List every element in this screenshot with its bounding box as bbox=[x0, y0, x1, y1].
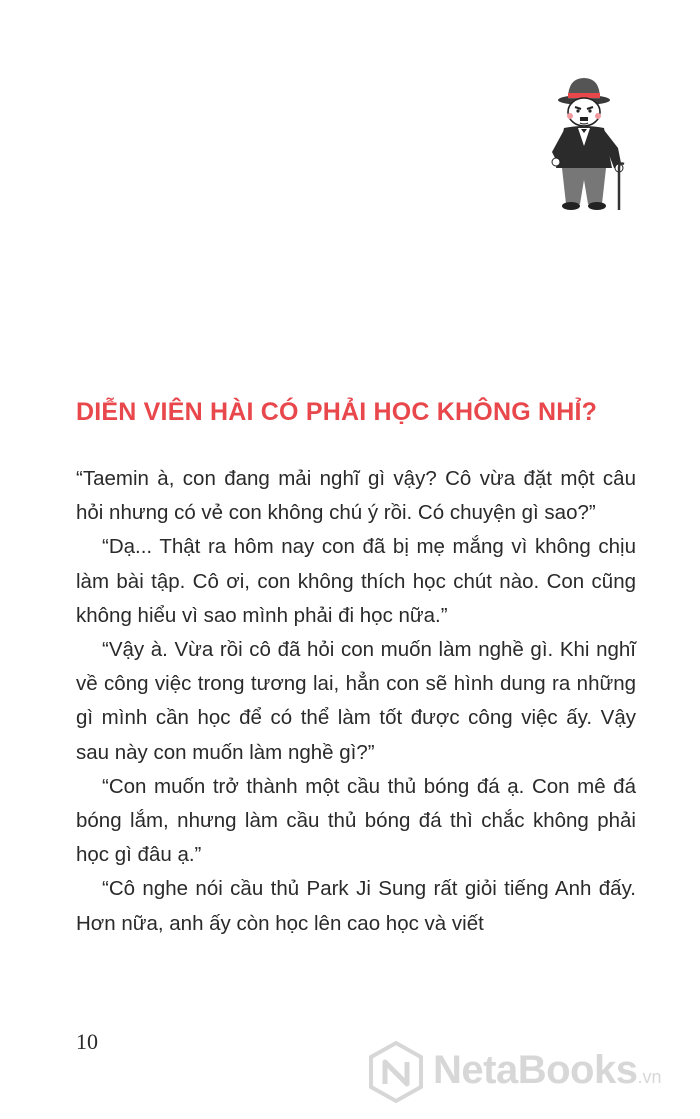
watermark-suffix: .vn bbox=[637, 1067, 662, 1087]
paragraph: “Dạ... Thật ra hôm nay con đã bị mẹ mắng vì không chịu làm bài tập. Cô ơi, con không thích học chút nào. Con cũng không hiểu vì sao mình phải đi học nữa.” bbox=[76, 535, 636, 627]
body-text bbox=[76, 462, 636, 941]
netabooks-logo-icon bbox=[367, 1040, 425, 1104]
paragraph: “Taemin à, con đang mải nghĩ gì vậy? Cô vừa đặt một câu hỏi nhưng có vẻ con không chú ý rồi. Có chuyện gì sao?” bbox=[76, 467, 636, 525]
netabooks-watermark bbox=[367, 1040, 687, 1106]
chapter-heading: DIỄN VIÊN HÀI CÓ PHẢI HỌC KHÔNG NHỈ? bbox=[76, 398, 598, 426]
page-number: 10 bbox=[76, 1029, 98, 1054]
paragraph: “Con muốn trở thành một cầu thủ bóng đá ạ. Con mê đá bóng lắm, nhưng làm cầu thủ bóng đá thì chắc không phải học gì đâu ạ.” bbox=[76, 774, 636, 867]
watermark-brand: NetaBooks bbox=[433, 1048, 638, 1092]
chaplin-illustration bbox=[540, 72, 630, 214]
paragraph: “Vậy à. Vừa rồi cô đã hỏi con muốn làm nghề gì. Khi nghĩ về công việc trong tương lai, hẳn con sẽ hình dung ra những gì mình cần học để có thể làm tốt được công việc ấy. Vậy sau này con muốn làm nghề gì?” bbox=[76, 638, 636, 764]
paragraph: “Cô nghe nói cầu thủ Park Ji Sung rất giỏi tiếng Anh đấy. Hơn nữa, anh ấy còn học lên cao học và viết bbox=[76, 877, 636, 935]
watermark-text bbox=[433, 1048, 661, 1093]
